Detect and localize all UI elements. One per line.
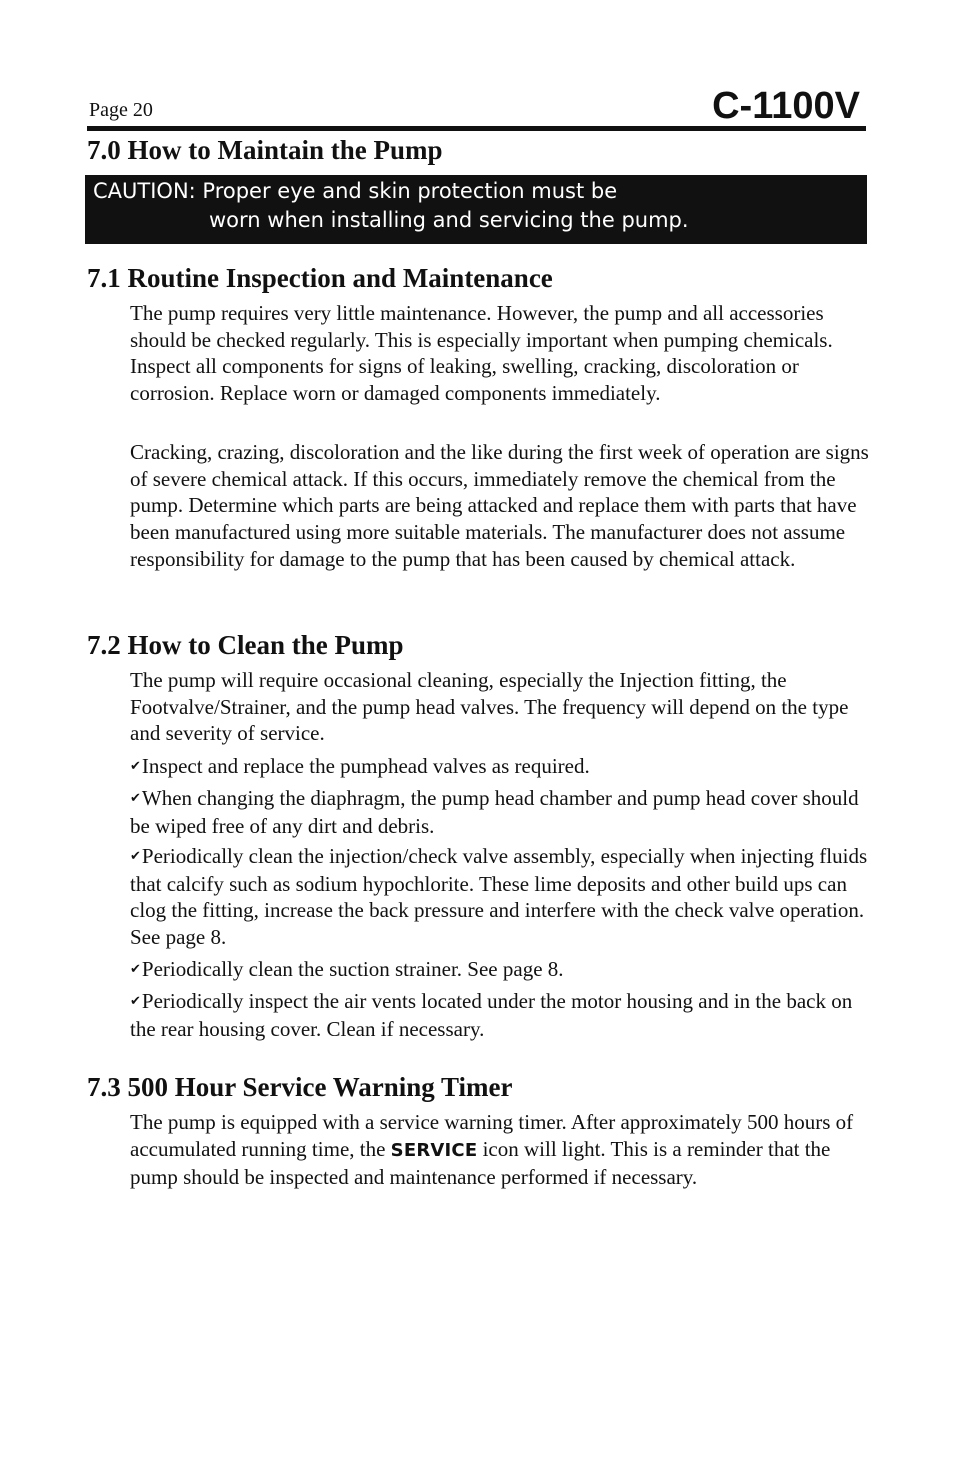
checklist-item-text: Periodically clean the injection/check valve assembly, especially when injecting fluids that calcify such as sodium hypochlorite. These lime deposits and other build ups can clog the fitting, increase the back pressure and interfere with the check valve operation. See page 8. <box>130 844 868 950</box>
section-7-1-paragraph-1: The pump requires very little maintenance. However, the pump and all accessories should be checked regularly. This is especially important when pumping chemicals. Inspect all components for signs of leaking, swelling, cracking, discoloration or corrosion. Replace worn or damaged components immediately. <box>130 301 833 406</box>
checkmark-icon: ✔ <box>130 994 141 1009</box>
checkmark-icon: ✔ <box>130 791 141 806</box>
service-word: SERVICE <box>390 1139 478 1161</box>
checkmark-icon: ✔ <box>130 962 141 977</box>
caution-line-1: CAUTION: Proper eye and skin protection must be <box>93 179 618 203</box>
checklist-item-5 <box>130 988 870 1042</box>
checklist-item-text: When changing the diaphragm, the pump head chamber and pump head cover should be wiped free of any dirt and debris. <box>130 786 859 838</box>
checklist-item-3 <box>130 843 870 951</box>
caution-banner <box>85 175 867 244</box>
section-7-2-intro: The pump will require occasional cleaning, especially the Injection fitting, the Footvalve/Strainer, and the pump head valves. The frequency will depend on the type and severity of service. <box>130 668 849 746</box>
checklist-item-1 <box>130 753 870 781</box>
section-7-3-text-after: icon will light. This is a reminder that the pump should be inspected and maintenance performed if necessary. <box>130 1136 831 1190</box>
checkmark-icon: ✔ <box>130 759 141 774</box>
checklist-item-text: Periodically inspect the air vents located under the motor housing and in the back on the rear housing cover. Clean if necessary. <box>130 989 853 1041</box>
section-7-1-heading: 7.1 Routine Inspection and Maintenance <box>87 263 553 293</box>
checklist-item-2 <box>130 785 870 839</box>
page-header <box>87 82 866 131</box>
page-number: Page 20 <box>89 99 153 121</box>
section-7-3-paragraph <box>130 1109 870 1191</box>
caution-line-2: worn when installing and servicing the pump. <box>209 208 689 232</box>
checkmark-icon: ✔ <box>130 849 141 864</box>
section-7-3-heading: 7.3 500 Hour Service Warning Timer <box>87 1072 513 1102</box>
section-7-3-text-before: The pump is equipped with a service warning timer. After approximately 500 hours of accumulated running time, the <box>130 1110 854 1161</box>
checklist-item-text: Periodically clean the suction strainer. See page 8. <box>141 957 564 981</box>
model-title: C-1100V <box>712 85 860 127</box>
section-7-2-heading: 7.2 How to Clean the Pump <box>87 630 404 660</box>
checklist-item-text: Inspect and replace the pumphead valves as required. <box>141 754 590 778</box>
section-7-1-paragraph-2: Cracking, crazing, discoloration and the like during the first week of operation are signs of severe chemical attack. If this occurs, immediately remove the chemical from the pump. Determine which parts are being attacked and replace them with parts that have been manufactured using more suitable materials. The manufacturer does not assume responsibility for damage to the pump that has been caused by chemical attack. <box>130 440 869 571</box>
checklist-item-4 <box>130 956 870 984</box>
section-7-0-heading: 7.0 How to Maintain the Pump <box>87 135 443 165</box>
